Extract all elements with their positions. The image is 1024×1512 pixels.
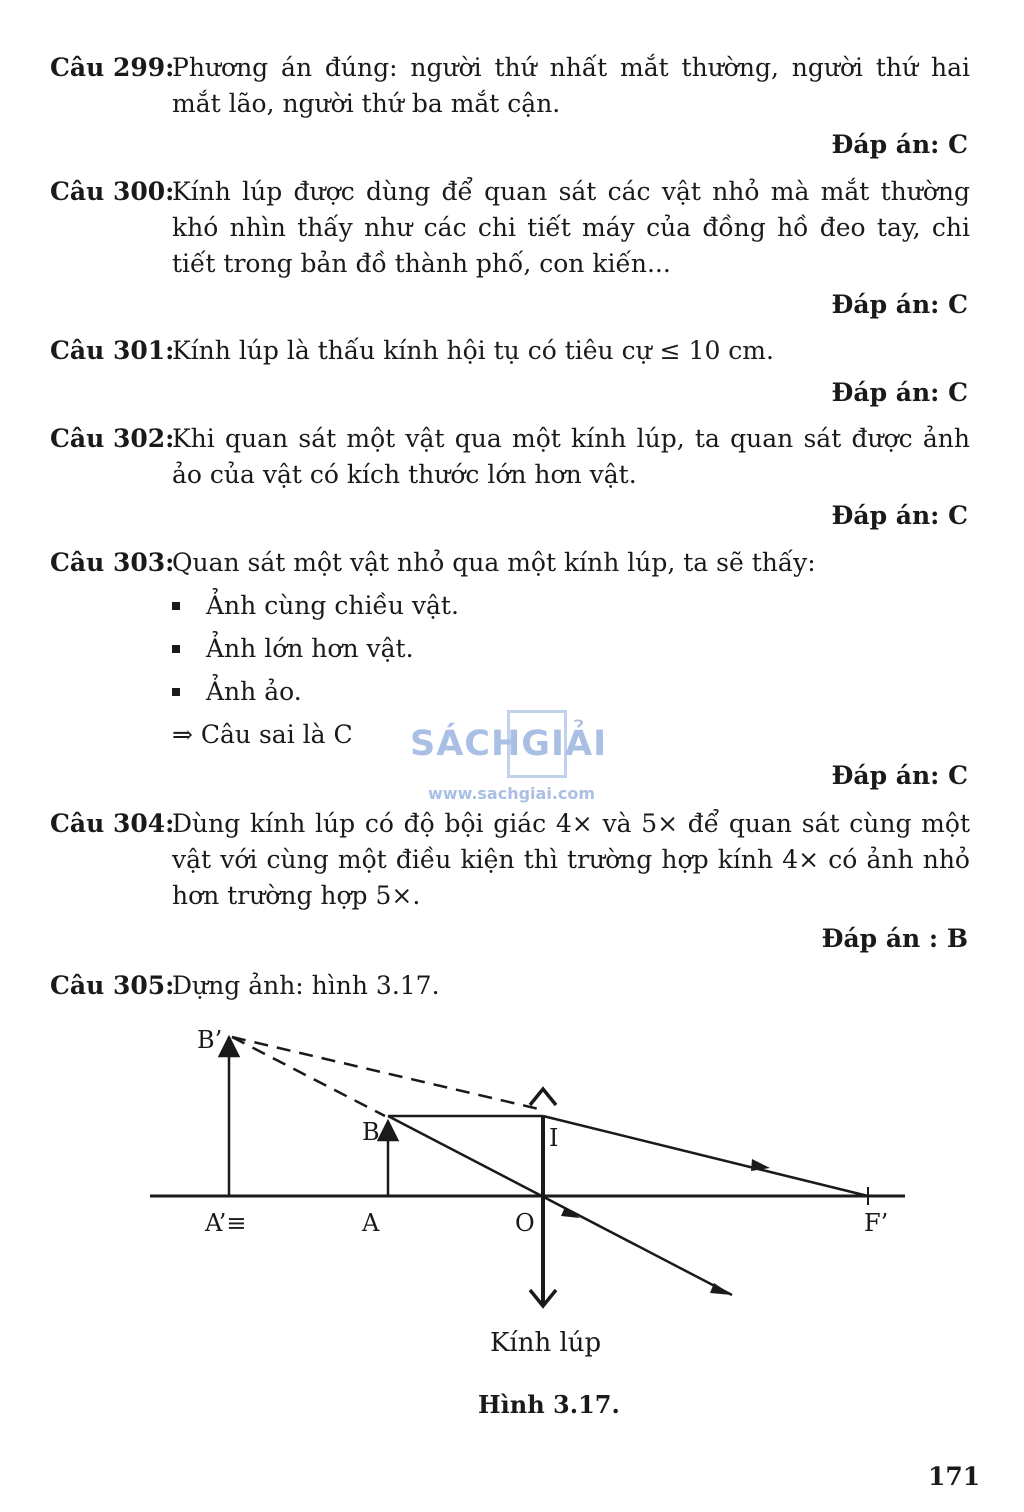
label-o: O bbox=[515, 1209, 535, 1237]
conclusion-text: ⇒ Câu sai là C bbox=[172, 720, 353, 749]
center-ray-arrow-2 bbox=[710, 1283, 732, 1295]
label-a: A bbox=[362, 1209, 380, 1237]
question-303 bbox=[50, 545, 970, 581]
question-302 bbox=[50, 421, 970, 493]
bullet-icon bbox=[172, 645, 180, 653]
question-300 bbox=[50, 174, 970, 282]
label-b: B bbox=[362, 1118, 380, 1146]
question-number: Câu 300: bbox=[50, 177, 175, 206]
watermark-url: www.sachgiai.com bbox=[428, 784, 596, 803]
center-ray bbox=[388, 1116, 732, 1295]
question-text: Quan sát một vật nhỏ qua một kính lúp, ta sẽ thấy: bbox=[172, 548, 816, 577]
dashed-extension-1 bbox=[232, 1037, 543, 1110]
answer-label: Đáp án: C bbox=[831, 501, 968, 530]
lens-top-arrowhead bbox=[530, 1089, 556, 1105]
question-text: Phương án đúng: người thứ nhất mắt thường, người thứ hai mắt lão, người thứ ba mắt cận. bbox=[172, 53, 970, 118]
question-number: Câu 299: bbox=[50, 53, 175, 82]
question-number: Câu 304: bbox=[50, 809, 175, 838]
answer-label: Đáp án: C bbox=[831, 378, 968, 407]
list-item: Ảnh cùng chiều vật. bbox=[172, 588, 459, 624]
question-304 bbox=[50, 806, 970, 914]
question-text: Dùng kính lúp có độ bội giác 4× và 5× để quan sát cùng một vật với cùng một điều kiện thì trường hợp kính 4× có ảnh nhỏ hơn trường hợp 5×. bbox=[172, 809, 970, 910]
ray-diagram-svg bbox=[140, 1015, 920, 1345]
label-i: I bbox=[549, 1124, 559, 1152]
answer-label: Đáp án: C bbox=[831, 130, 968, 159]
label-f-prime: F’ bbox=[864, 1209, 889, 1237]
question-299 bbox=[50, 50, 970, 122]
list-item: Ảnh lớn hơn vật. bbox=[172, 631, 414, 667]
question-text: Kính lúp được dùng để quan sát các vật nhỏ mà mắt thường khó nhìn thấy như các chi tiết máy của đồng hồ đeo tay, chi tiết trong bản đồ thành phố, con kiến... bbox=[172, 177, 970, 278]
answer-label: Đáp án : B bbox=[821, 924, 968, 953]
page-number: 171 bbox=[928, 1462, 981, 1491]
question-number: Câu 305: bbox=[50, 971, 175, 1000]
lens-label: Kính lúp bbox=[490, 1328, 602, 1358]
question-text: Khi quan sát một vật qua một kính lúp, ta quan sát được ảnh ảo của vật có kích thước lớn hơn vật. bbox=[172, 424, 970, 489]
question-301 bbox=[50, 333, 970, 369]
dashed-extension-2 bbox=[232, 1037, 385, 1116]
ray-diagram bbox=[140, 1015, 920, 1345]
refracted-ray bbox=[543, 1116, 868, 1196]
question-text: Kính lúp là thấu kính hội tụ có tiêu cự ≤ 10 cm. bbox=[172, 336, 774, 365]
question-305 bbox=[50, 968, 970, 1004]
answer-label: Đáp án: C bbox=[831, 761, 968, 790]
bullet-icon bbox=[172, 688, 180, 696]
answer-label: Đáp án: C bbox=[831, 290, 968, 319]
question-number: Câu 301: bbox=[50, 336, 175, 365]
refracted-ray-arrow bbox=[751, 1159, 770, 1171]
bullet-icon bbox=[172, 602, 180, 610]
question-number: Câu 303: bbox=[50, 548, 175, 577]
label-a-prime: A’≡ bbox=[205, 1209, 247, 1237]
watermark-logo bbox=[410, 708, 620, 808]
label-b-prime: B’ bbox=[197, 1026, 223, 1054]
list-item: Ảnh ảo. bbox=[172, 674, 302, 710]
question-number: Câu 302: bbox=[50, 424, 175, 453]
watermark-brand: SÁCHGIẢI bbox=[410, 724, 608, 764]
figure-caption: Hình 3.17. bbox=[478, 1390, 620, 1419]
question-text: Dựng ảnh: hình 3.17. bbox=[172, 971, 440, 1000]
